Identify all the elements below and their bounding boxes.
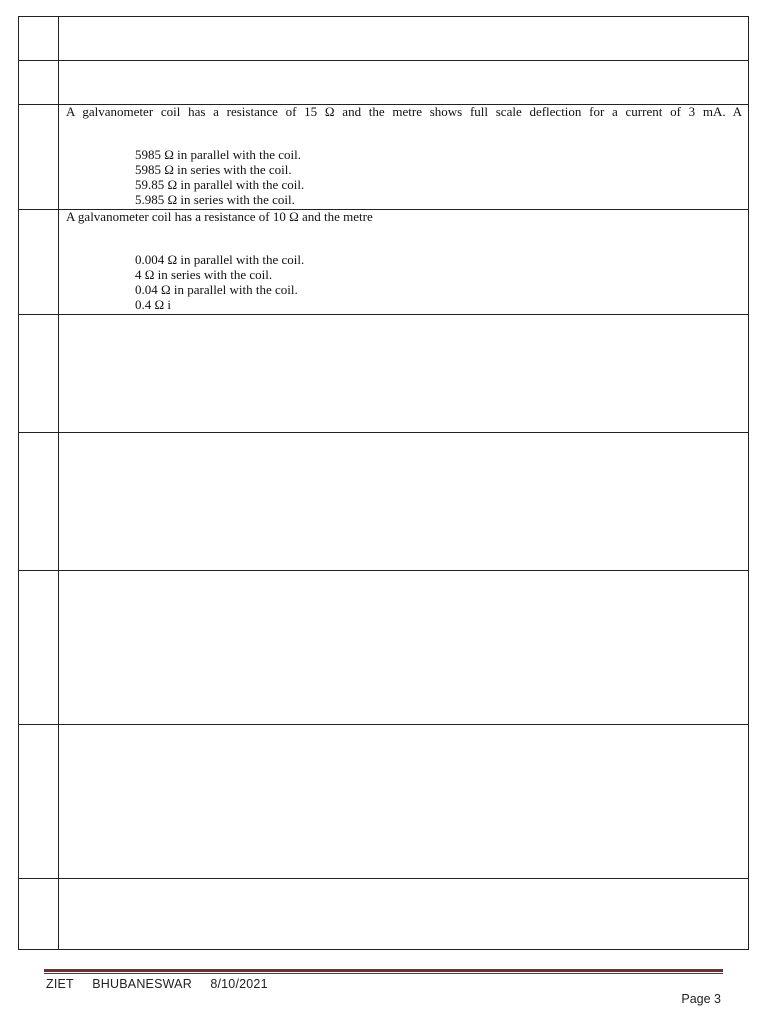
- question-number-cell: [19, 725, 59, 879]
- question-number-cell: [19, 17, 59, 61]
- footer-divider-thin-line: [44, 973, 723, 974]
- answer-option: 4 Ω in series with the coil.: [135, 267, 273, 282]
- question-text: A galvanometer coil has a resistance of 10 Ω and the metre: [66, 210, 373, 224]
- table-row: [19, 725, 749, 879]
- answer-options: [135, 252, 748, 312]
- footer-date: 8/10/2021: [210, 977, 268, 991]
- question-number-cell: [19, 571, 59, 725]
- footer-divider: [44, 969, 723, 974]
- question-text: A galvanometer coil has a resistance of 15 Ω and the metre shows full scale deflection for a current of 3 mA. A: [66, 105, 742, 119]
- question-content-cell: [59, 17, 749, 61]
- footer-info: [46, 977, 268, 991]
- question-number-cell: [19, 315, 59, 433]
- question-content-cell: [59, 61, 749, 105]
- question-content-cell: [59, 725, 749, 879]
- footer-city: BHUBANESWAR: [92, 977, 192, 991]
- question-content-cell: [59, 433, 749, 571]
- answer-option: 0.004 Ω in parallel with the coil.: [135, 252, 305, 267]
- question-table: [18, 16, 749, 950]
- question-content-cell: [59, 105, 749, 210]
- table-row: [19, 315, 749, 433]
- footer-divider-thick-line: [44, 969, 723, 972]
- question-number-cell: [19, 61, 59, 105]
- table-row: [19, 433, 749, 571]
- question-number-cell: [19, 210, 59, 315]
- question-number-cell: [19, 879, 59, 950]
- answer-option: 0.04 Ω in parallel with the coil.: [135, 282, 298, 297]
- table-row: [19, 105, 749, 210]
- answer-option: 5985 Ω in series with the coil.: [135, 162, 292, 177]
- table-row: [19, 210, 749, 315]
- answer-option: 0.4 Ω i: [135, 297, 172, 312]
- question-content-cell: [59, 210, 749, 315]
- question-number-cell: [19, 433, 59, 571]
- answer-option: 5985 Ω in parallel with the coil.: [135, 147, 301, 162]
- footer-institution: ZIET: [46, 977, 74, 991]
- question-number-cell: [19, 105, 59, 210]
- answer-options: [135, 147, 748, 207]
- question-content-cell: [59, 315, 749, 433]
- question-content-cell: [59, 879, 749, 950]
- table-row: [19, 17, 749, 61]
- page-number: Page 3: [681, 992, 721, 1006]
- answer-option: 59.85 Ω in parallel with the coil.: [135, 177, 305, 192]
- table-row: [19, 879, 749, 950]
- table-row: [19, 571, 749, 725]
- table-row: [19, 61, 749, 105]
- answer-option: 5.985 Ω in series with the coil.: [135, 192, 295, 207]
- question-content-cell: [59, 571, 749, 725]
